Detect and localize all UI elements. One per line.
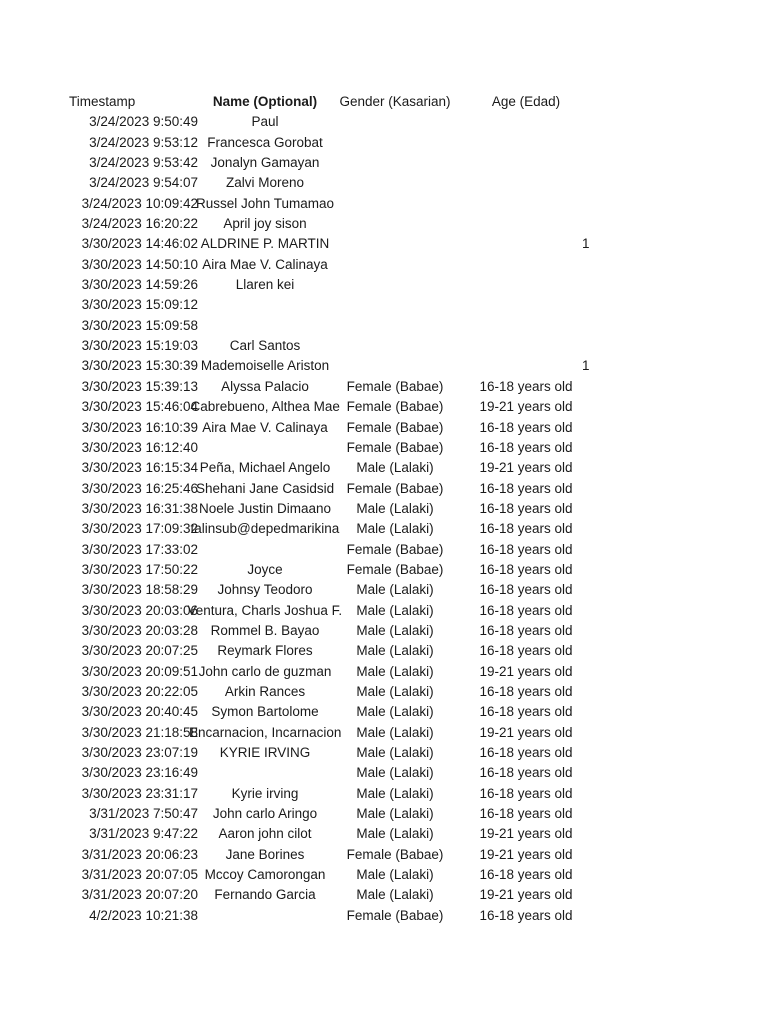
table-row [0,255,768,275]
timestamp-cell: 3/30/2023 14:46:02 [81,236,198,252]
table-row [0,316,768,336]
gender-cell: Female (Babae) [346,378,444,394]
name-text: Noele Justin Dimaano [198,500,332,516]
timestamp-cell: 3/24/2023 16:20:22 [81,216,198,232]
age-cell: 16-18 years old [479,521,573,537]
gender-cell: Female (Babae) [346,399,444,415]
extra-value-cell [582,885,602,905]
age-cell [470,295,582,315]
gender-cell: Male (Lalaki) [356,765,434,781]
table-row [0,763,768,783]
table-row [0,885,768,905]
gender-cell: Male (Lalaki) [356,643,434,659]
gender-cell: Male (Lalaki) [356,622,434,638]
name-text: Aaron john cilot [218,826,312,842]
extra-value-cell [582,255,602,275]
name-text: Mccoy Camorongan [204,867,326,883]
name-text: John carlo de guzman [198,663,332,679]
name-cell [198,580,332,600]
age-cell: 16-18 years old [479,622,573,638]
timestamp-cell: 3/30/2023 15:46:04 [81,399,198,415]
timestamp-cell: 3/30/2023 15:30:39 [81,358,198,374]
extra-value-cell [582,540,602,560]
name-cell [198,153,332,173]
table-row [0,133,768,153]
extra-value-cell [582,295,602,315]
name-cell [198,784,332,804]
header-name: Name (Optional) [212,94,318,109]
age-cell [470,234,582,254]
gender-cell [332,234,458,254]
extra-value-cell [582,580,602,600]
age-cell [470,112,582,132]
gender-cell [332,356,458,376]
gender-cell: Male (Lalaki) [356,460,434,476]
name-text: Ventura, Charls Joshua F. [187,602,343,618]
table-row [0,194,768,214]
age-cell: 16-18 years old [479,561,573,577]
timestamp-cell: 3/31/2023 20:06:23 [81,846,198,862]
name-text: KYRIE IRVING [219,745,311,760]
header-row [0,92,768,112]
gender-cell: Female (Babae) [346,561,444,577]
timestamp-cell: 3/30/2023 16:15:34 [81,460,198,476]
table-row [0,560,768,580]
table-row [0,397,768,417]
age-cell: 16-18 years old [479,643,573,659]
table-row [0,499,768,519]
gender-cell [332,112,458,132]
name-text: Reymark Flores [217,643,313,659]
age-cell: 16-18 years old [479,867,573,883]
table-row [0,479,768,499]
extra-value-cell [582,702,602,722]
extra-value-cell [582,763,602,783]
name-cell [190,397,340,417]
extra-value-cell [582,153,602,173]
extra-value-cell [582,418,602,438]
name-text: Aira Mae V. Calinaya [202,256,328,272]
name-cell [196,479,335,499]
name-cell [190,519,340,539]
age-cell [470,173,582,193]
gender-cell: Female (Babae) [346,907,444,923]
table-row [0,275,768,295]
extra-value-cell [582,336,602,356]
name-cell [198,804,332,824]
gender-cell [332,275,458,295]
name-cell [198,743,332,763]
name-cell [198,377,332,397]
gender-cell: Female (Babae) [346,480,444,496]
table-row [0,234,768,254]
table-row [0,621,768,641]
name-cell [198,621,332,641]
name-cell [198,662,332,682]
age-cell: 16-18 years old [479,765,573,781]
name-text: Kyrie irving [231,785,299,801]
gender-cell: Male (Lalaki) [356,602,434,618]
extra-value-cell [582,377,602,397]
name-cell [198,234,332,254]
extra-value-cell [582,723,602,743]
name-cell [198,438,332,458]
gender-cell: Male (Lalaki) [356,582,434,598]
age-cell [470,133,582,153]
name-cell [198,560,332,580]
gender-cell: Male (Lalaki) [356,826,434,842]
gender-cell [332,255,458,275]
gender-cell: Female (Babae) [346,541,444,557]
age-cell: 19-21 years old [479,826,573,842]
name-text: ALDRINE P. MARTIN [200,236,330,252]
extra-value-cell [582,316,602,336]
extra-value-cell [582,804,602,824]
timestamp-cell: 3/30/2023 16:25:46 [81,480,198,496]
gender-cell [332,173,458,193]
name-text: Paul [251,114,279,130]
gender-cell: Male (Lalaki) [356,745,434,760]
age-cell: 16-18 years old [479,907,573,923]
table-row [0,702,768,722]
name-text: Jane Borines [225,846,305,862]
name-text: Mademoiselle Ariston [200,358,330,374]
age-cell [470,214,582,234]
name-text: April joy sison [223,216,307,232]
name-cell [198,275,332,295]
extra-value-cell [582,499,602,519]
gender-cell: Male (Lalaki) [356,521,434,537]
gender-cell [332,336,458,356]
age-cell [470,356,582,376]
gender-cell: Male (Lalaki) [356,785,434,801]
extra-value-cell: 1 [582,236,590,252]
name-text: Encarnacion, Incarnacion [189,724,342,740]
extra-value-cell [582,275,602,295]
name-cell [198,255,332,275]
name-cell [196,194,335,214]
timestamp-cell: 3/30/2023 14:50:10 [81,256,198,272]
gender-cell: Male (Lalaki) [356,724,434,740]
table-row [0,112,768,132]
table-row [0,519,768,539]
gender-cell [332,194,458,214]
table-row [0,418,768,438]
age-cell: 16-18 years old [479,745,573,760]
age-cell: 16-18 years old [479,785,573,801]
header-age: Age (Edad) [491,94,561,109]
spreadsheet [0,92,768,926]
table-row [0,723,768,743]
table-row [0,865,768,885]
extra-value-cell [582,519,602,539]
name-text: Francesca Gorobat [207,134,323,150]
timestamp-cell: 3/31/2023 9:47:22 [89,826,198,842]
extra-value-cell [582,865,602,885]
name-text: Symon Bartolome [211,704,319,720]
name-cell [198,214,332,234]
name-text: Johnsy Teodoro [217,582,313,598]
age-cell: 16-18 years old [479,439,573,455]
extra-value-cell [582,560,602,580]
timestamp-cell: 3/30/2023 17:50:22 [81,561,198,577]
extra-value-cell [582,824,602,844]
name-cell [198,865,332,885]
name-cell [198,458,332,478]
age-cell [470,194,582,214]
extra-value-cell [582,479,602,499]
name-text: Zalvi Moreno [225,175,305,191]
age-cell: 16-18 years old [479,602,573,618]
timestamp-cell: 3/30/2023 20:07:25 [81,643,198,659]
table-row [0,906,768,926]
gender-cell: Female (Babae) [346,419,444,435]
name-cell [198,356,332,376]
name-cell [198,702,332,722]
timestamp-cell: 3/30/2023 14:59:26 [81,277,198,293]
timestamp-cell: 3/30/2023 15:09:58 [81,317,198,333]
age-cell: 16-18 years old [479,480,573,496]
timestamp-cell: 3/24/2023 9:50:49 [89,114,198,130]
extra-value-cell [582,397,602,417]
timestamp-cell: 3/30/2023 23:31:17 [81,785,198,801]
gender-cell [332,295,458,315]
gender-cell [332,153,458,173]
name-cell [198,133,332,153]
name-cell [198,885,332,905]
timestamp-cell: 3/24/2023 9:54:07 [89,175,198,191]
timestamp-cell: 3/30/2023 20:22:05 [81,683,198,699]
extra-value-cell [582,845,602,865]
name-cell [198,540,332,560]
name-cell [198,173,332,193]
table-row [0,743,768,763]
extra-value-cell [582,621,602,641]
extra-value-cell: 1 [582,358,590,374]
timestamp-cell: 3/24/2023 10:09:42 [81,195,198,211]
extra-value-cell [582,743,602,763]
timestamp-cell: 4/2/2023 10:21:38 [89,907,198,923]
timestamp-cell: 3/31/2023 20:07:20 [81,887,198,903]
gender-cell: Male (Lalaki) [356,683,434,699]
gender-cell [332,316,458,336]
table-row [0,540,768,560]
name-cell [198,316,332,336]
name-cell [198,336,332,356]
name-cell [198,906,332,926]
name-text: John carlo Aringo [212,806,318,822]
name-cell [198,418,332,438]
timestamp-cell: 3/30/2023 15:19:03 [81,338,198,354]
table-row [0,845,768,865]
table-row [0,173,768,193]
age-cell: 16-18 years old [479,541,573,557]
table-row [0,214,768,234]
timestamp-cell: 3/30/2023 20:03:06 [81,602,198,618]
age-cell: 19-21 years old [479,399,573,415]
age-cell: 16-18 years old [479,378,573,394]
name-text: Fernando Garcia [214,887,316,903]
age-cell [470,153,582,173]
name-text: Russel John Tumamao [196,195,335,211]
age-cell: 19-21 years old [479,846,573,862]
timestamp-cell: 3/24/2023 9:53:42 [89,155,198,171]
gender-cell: Male (Lalaki) [356,887,434,903]
name-text: talinsub@depedmarikina [190,521,340,537]
timestamp-cell: 3/30/2023 16:10:39 [81,419,198,435]
name-cell [198,682,332,702]
table-row [0,824,768,844]
timestamp-cell: 3/30/2023 23:07:19 [81,745,198,760]
table-row [0,336,768,356]
timestamp-cell: 3/31/2023 7:50:47 [89,806,198,822]
timestamp-cell: 3/30/2023 23:16:49 [81,765,198,781]
gender-cell: Female (Babae) [346,439,444,455]
extra-value-cell [582,641,602,661]
name-text: Llaren kei [235,277,295,293]
gender-cell: Male (Lalaki) [356,500,434,516]
age-cell [470,255,582,275]
timestamp-cell: 3/30/2023 16:31:38 [81,500,198,516]
table-row [0,662,768,682]
extra-value-cell [582,906,602,926]
age-cell: 16-18 years old [479,500,573,516]
extra-value-cell [582,601,602,621]
name-text: Jonalyn Gamayan [210,155,320,171]
name-text: Peña, Michael Angelo [199,460,331,476]
age-cell: 16-18 years old [479,806,573,822]
age-cell: 16-18 years old [479,419,573,435]
timestamp-cell: 3/30/2023 15:39:13 [81,378,198,394]
name-cell [198,295,332,315]
age-cell [470,316,582,336]
gender-cell: Male (Lalaki) [356,663,434,679]
age-cell: 16-18 years old [479,582,573,598]
extra-value-cell [582,438,602,458]
name-text: Arkin Rances [224,683,306,699]
timestamp-cell: 3/30/2023 18:58:29 [81,582,198,598]
table-row [0,682,768,702]
name-text: Cabrebueno, Althea Mae [190,399,340,415]
table-row [0,804,768,824]
timestamp-cell: 3/31/2023 20:07:05 [81,867,198,883]
gender-cell: Male (Lalaki) [356,704,434,720]
timestamp-cell: 3/30/2023 20:40:45 [81,704,198,720]
table-row [0,458,768,478]
name-cell [198,763,332,783]
header-gender: Gender (Kasarian) [339,94,451,109]
name-cell [198,641,332,661]
name-cell [198,845,332,865]
table-row [0,601,768,621]
name-cell [189,723,342,743]
table-row [0,295,768,315]
extra-value-cell [582,173,602,193]
timestamp-cell: 3/30/2023 17:33:02 [81,541,198,557]
timestamp-cell: 3/30/2023 15:09:12 [81,297,198,313]
name-text: Aira Mae V. Calinaya [202,419,328,435]
table-row [0,784,768,804]
gender-cell [332,214,458,234]
gender-cell: Male (Lalaki) [356,867,434,883]
name-cell [198,499,332,519]
name-text: Alyssa Palacio [221,378,309,394]
timestamp-cell: 3/30/2023 17:09:32 [81,521,198,537]
extra-value-cell [582,458,602,478]
table-row [0,580,768,600]
name-text: Carl Santos [229,338,301,354]
timestamp-cell: 3/30/2023 20:03:28 [81,622,198,638]
timestamp-cell: 3/30/2023 16:12:40 [81,439,198,455]
name-text: Rommel B. Bayao [210,622,320,638]
timestamp-cell: 3/30/2023 20:09:51 [81,663,198,679]
age-cell [470,336,582,356]
name-cell [187,601,343,621]
table-row [0,356,768,376]
table-body [0,112,768,926]
table-row [0,438,768,458]
table-row [0,377,768,397]
age-cell: 16-18 years old [479,704,573,720]
extra-value-cell [582,784,602,804]
age-cell: 19-21 years old [479,724,573,740]
age-cell: 19-21 years old [479,663,573,679]
extra-value-cell [582,112,602,132]
name-text: Joyce [247,561,283,577]
age-cell: 19-21 years old [479,887,573,903]
extra-value-cell [582,194,602,214]
name-cell [198,112,332,132]
timestamp-cell: 3/30/2023 21:18:58 [81,724,198,740]
gender-cell [332,133,458,153]
table-row [0,641,768,661]
extra-value-cell [582,682,602,702]
extra-value-cell [582,662,602,682]
age-cell [470,275,582,295]
age-cell: 19-21 years old [479,460,573,476]
name-cell [198,824,332,844]
gender-cell: Female (Babae) [346,846,444,862]
gender-cell: Male (Lalaki) [356,806,434,822]
header-timestamp: Timestamp [69,94,136,109]
timestamp-cell: 3/24/2023 9:53:12 [89,134,198,150]
extra-value-cell [582,214,602,234]
extra-value-cell [582,133,602,153]
age-cell: 16-18 years old [479,683,573,699]
table-row [0,153,768,173]
name-text: Shehani Jane Casidsid [196,480,335,496]
